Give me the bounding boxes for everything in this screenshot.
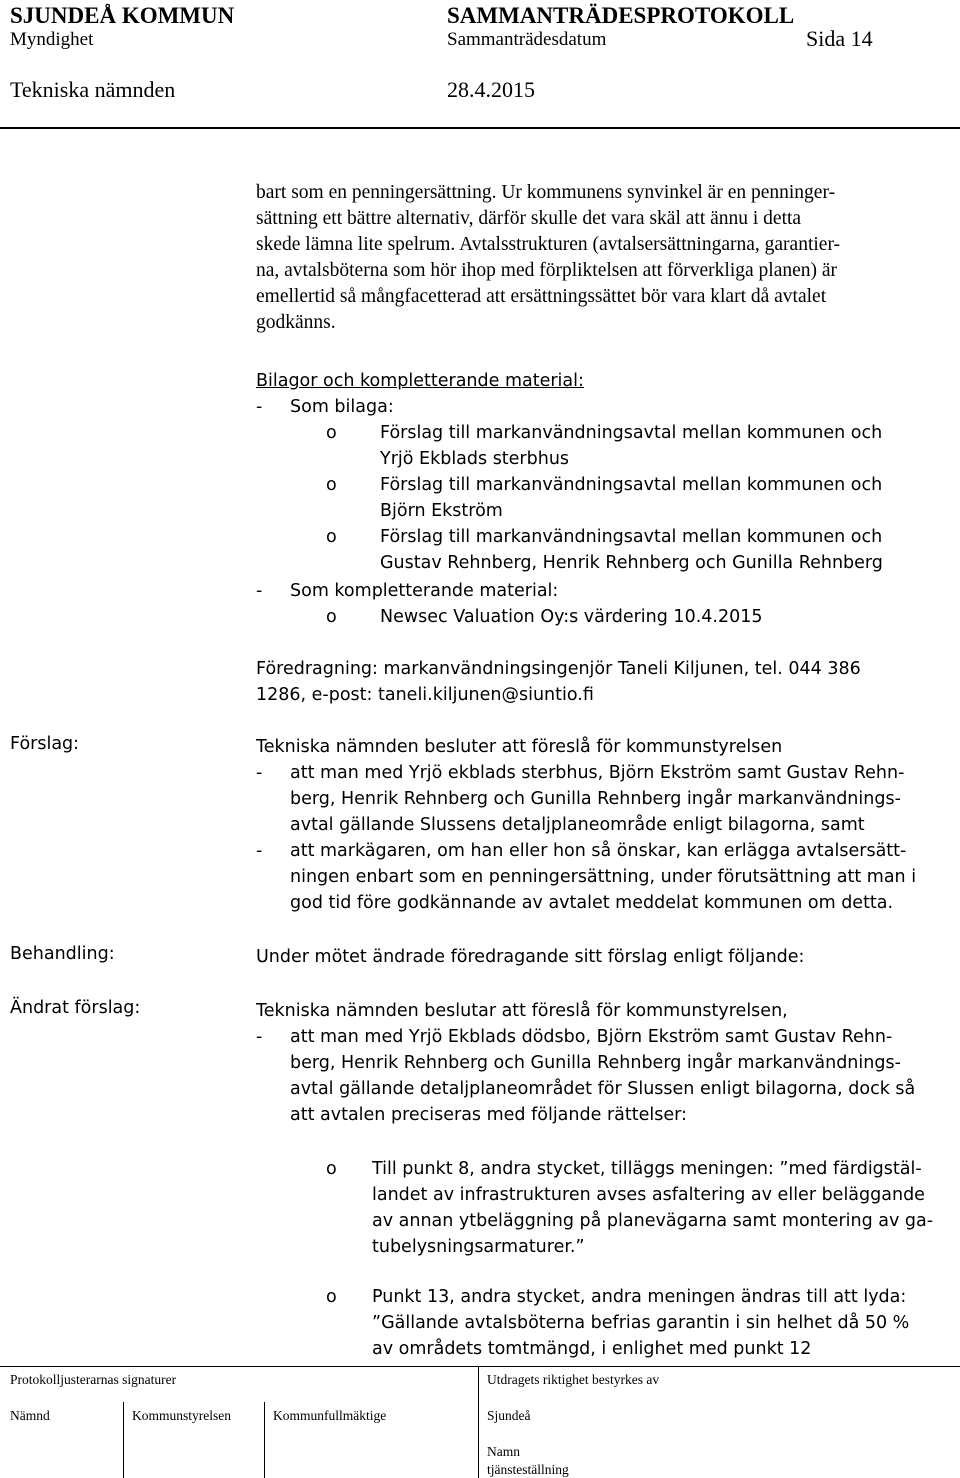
footer-divider [123,1402,124,1478]
attachment-item: Gustav Rehnberg, Henrik Rehnberg och Gunilla Rehnberg [380,553,883,573]
presenter-line: Föredragning: markanvändningsingenjör Taneli Kiljunen, tel. 044 386 [256,659,861,679]
signatures-label: Protokolljusterarnas signaturer [10,1372,177,1387]
signature-column-label: Nämnd [10,1408,50,1423]
supplementary-item: Newsec Valuation Oy:s värdering 10.4.2015 [380,607,763,627]
correction-line: av områdets tomtmängd, i enlighet med punkt 12 [372,1339,812,1359]
authority-label: Myndighet [10,29,94,50]
footer-divider [264,1402,265,1478]
bullet: o [326,475,337,495]
presenter-line: 1286, e-post: taneli.kiljunen@siuntio.fi [256,685,594,705]
proposal-dash: - [256,841,263,861]
changed-point: avtal gällande detaljplaneområdet för Slussen enligt bilagorna, dock så [290,1079,916,1099]
intro-line: emellertid så mångfacetterad att ersättningssättet bör vara klart då avtalet [256,286,827,307]
correction-line: landet av infrastrukturen avses asfaltering av eller beläggande [372,1185,925,1205]
signature-column-label: Kommunstyrelsen [132,1408,231,1423]
footer-top-rule [0,1366,960,1367]
page-number: Sida 14 [806,26,873,51]
attachment-item: Förslag till markanvändningsavtal mellan kommunen och [380,527,883,547]
bullet: o [326,1287,337,1307]
intro-line: godkänns. [256,312,336,333]
changed-intro: Tekniska nämnden beslutar att föreslå för kommunstyrelsen, [256,1001,788,1021]
changed-proposal-label: Ändrat förslag: [10,998,141,1018]
intro-line: bart som en penningersättning. Ur kommunens synvinkel är en penninger- [256,182,836,203]
proposal-point: god tid före godkännande av avtalet meddelat kommunen om detta. [290,893,894,913]
document-title: SAMMANTRÄDESPROTOKOLL [447,3,795,28]
attachment-item: Björn Ekström [380,501,503,521]
handling-label: Behandling: [10,944,115,964]
correction-line: Till punkt 8, andra stycket, tilläggs meningen: ”med färdigstäl- [372,1159,922,1179]
handling-text: Under mötet ändrade föredragande sitt förslag enligt följande: [256,947,805,967]
bullet: o [326,527,337,547]
intro-line: sättning ett bättre alternativ, därför skulle det vara skäl att ännu i detta [256,208,802,229]
correction-line: av annan ytbeläggning på planevägarna samt montering av ga- [372,1211,934,1231]
bullet: o [326,1159,337,1179]
meeting-date: 28.4.2015 [447,77,535,102]
place-label: Sjundeå [487,1408,531,1423]
as-attachment-label: Som bilaga: [290,397,394,417]
attachments-dash: - [256,397,263,417]
proposal-point: att man med Yrjö ekblads sterbhus, Björn Ekström samt Gustav Rehn- [290,763,905,783]
authority-name: Tekniska nämnden [10,77,176,102]
correction-line: ”Gällande avtalsböterna befrias garantin i sin helhet då 50 % [372,1313,910,1333]
bullet: o [326,607,337,627]
header-rule [0,127,960,129]
changed-dash: - [256,1027,263,1047]
proposal-label: Förslag: [10,734,80,754]
meeting-date-label: Sammanträdesdatum [447,29,607,50]
proposal-point: att markägaren, om han eller hon så önskar, kan erlägga avtalsersätt- [290,841,907,861]
bullet: o [326,423,337,443]
proposal-intro: Tekniska nämnden besluter att föreslå för kommunstyrelsen [256,737,783,757]
as-supplementary-label: Som kompletterande material: [290,581,559,601]
intro-line: na, avtalsböterna som hör ihop med förpliktelsen att förverkliga planen) är [256,260,838,281]
proposal-point: ningen enbart som en penningersättning, under förutsättning att man i [290,867,917,887]
proposal-point: berg, Henrik Rehnberg och Gunilla Rehnberg ingår markanvändnings- [290,789,901,809]
proposal-dash: - [256,763,263,783]
changed-point: berg, Henrik Rehnberg och Gunilla Rehnberg ingår markanvändnings- [290,1053,901,1073]
signature-column-label: Kommunfullmäktige [273,1408,387,1423]
position-label: tjänsteställning [487,1462,569,1477]
name-label: Namn [487,1444,520,1459]
proposal-point: avtal gällande Slussens detaljplaneområde enligt bilagorna, samt [290,815,865,835]
extract-label: Utdragets riktighet bestyrkes av [487,1372,660,1387]
changed-point: att man med Yrjö Ekblads dödsbo, Björn Ekström samt Gustav Rehn- [290,1027,893,1047]
attachment-item: Förslag till markanvändningsavtal mellan kommunen och [380,475,883,495]
municipality-name: SJUNDEÅ KOMMUN [10,3,235,28]
attachment-item: Förslag till markanvändningsavtal mellan kommunen och [380,423,883,443]
attachment-item: Yrjö Ekblads sterbhus [380,449,570,469]
correction-line: tubelysningsarmaturer.” [372,1237,585,1257]
attachments-heading: Bilagor och kompletterande material: [256,371,584,391]
correction-line: Punkt 13, andra stycket, andra meningen ändras till att lyda: [372,1287,907,1307]
changed-point: att avtalen preciseras med följande rättelser: [290,1105,687,1125]
footer-divider [478,1366,479,1478]
intro-line: skede lämna lite spelrum. Avtalsstrukturen (avtalsersättningarna, garantier- [256,234,841,255]
supplementary-dash: - [256,581,263,601]
